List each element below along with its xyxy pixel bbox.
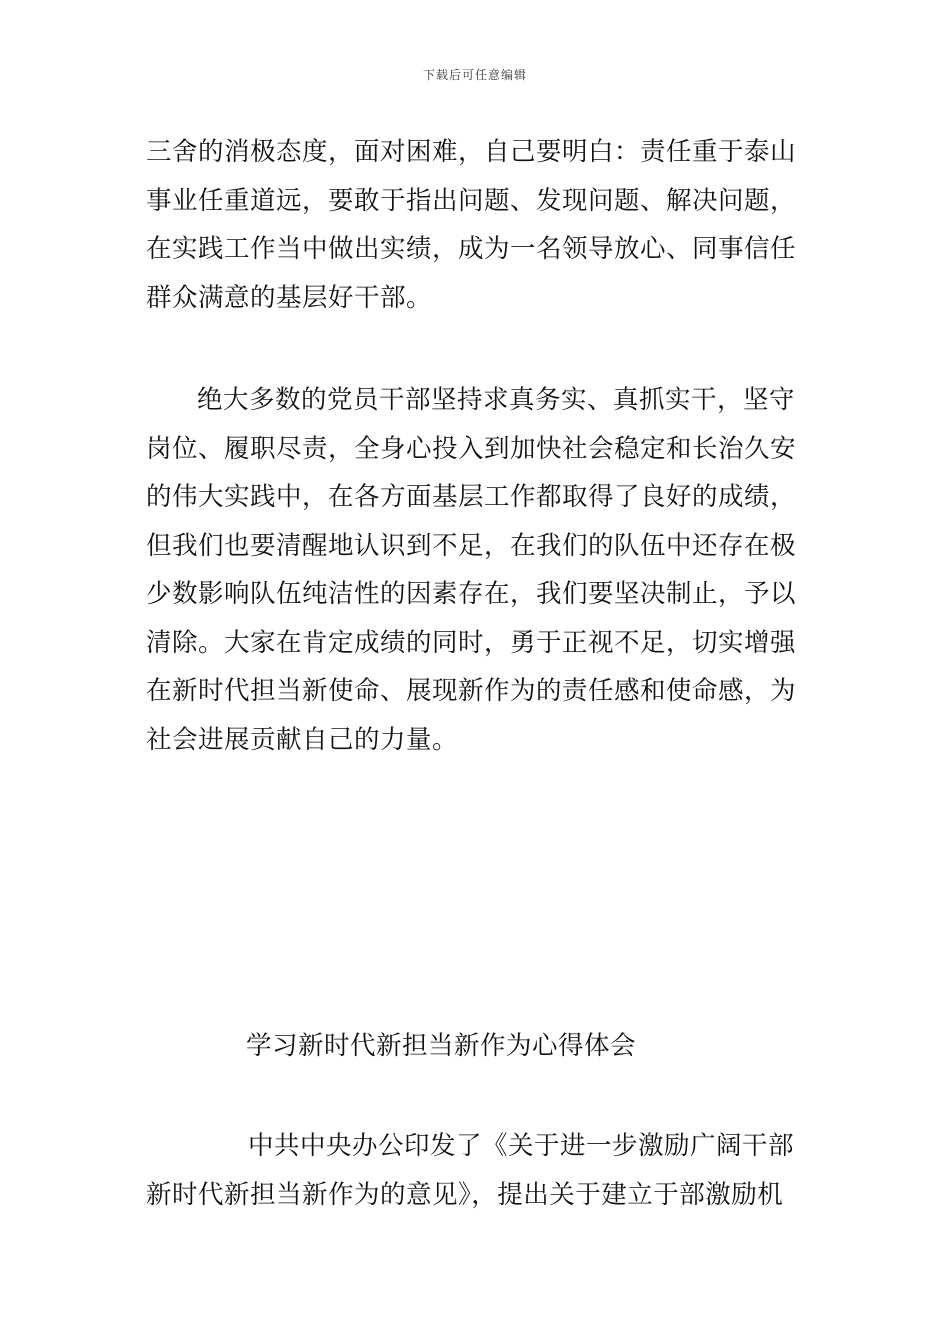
header-note: 下载后可任意编辑 bbox=[422, 68, 527, 82]
paragraph-line: 清除。大家在肯定成绩的同时，勇于正视不足，切实增强 bbox=[146, 627, 797, 658]
paragraph-line: 在实践工作当中做出实绩，成为一名领导放心、同事信任 bbox=[146, 234, 797, 264]
paragraph-line: 少数影响队伍纯洁性的因素存在，我们要坚决制止，予以 bbox=[146, 579, 797, 609]
paragraph-line: 社会进展贡献自己的力量。 bbox=[146, 724, 459, 755]
section-title: 学习新时代新担当新作为心得体会 bbox=[246, 1031, 637, 1061]
paragraph-line: 但我们也要清醒地认识到不足，在我们的队伍中还存在极 bbox=[146, 530, 797, 561]
paragraph-line: 新时代新担当新作为的意见》，提出关于建立于部激励机 bbox=[146, 1179, 784, 1210]
paragraph-line: 的伟大实践中，在各方面基层工作都取得了良好的成绩， bbox=[146, 482, 797, 512]
paragraph-line: 绝大多数的党员干部坚持求真务实、真抓实干，坚守 bbox=[197, 385, 796, 415]
paragraph-line: 岗位、履职尽责，全身心投入到加快社会稳定和长治久安 bbox=[146, 433, 797, 464]
paragraph-line: 事业任重道远，要敢于指出问题、发现问题、解决问题， bbox=[146, 185, 797, 216]
paragraph-line: 群众满意的基层好干部。 bbox=[146, 282, 433, 313]
paragraph-line: 三舍的消极态度，面对困难，自己要明白：责任重于泰山 bbox=[146, 137, 797, 167]
paragraph-line: 中共中央办公印发了《关于进一步激励广阔干部 bbox=[248, 1131, 795, 1161]
paragraph-2 bbox=[146, 376, 806, 764]
paragraph-3 bbox=[146, 1122, 806, 1219]
paragraph-line: 在新时代担当新使命、展现新作为的责任感和使命感，为 bbox=[146, 676, 797, 706]
paragraph-1 bbox=[146, 128, 806, 322]
